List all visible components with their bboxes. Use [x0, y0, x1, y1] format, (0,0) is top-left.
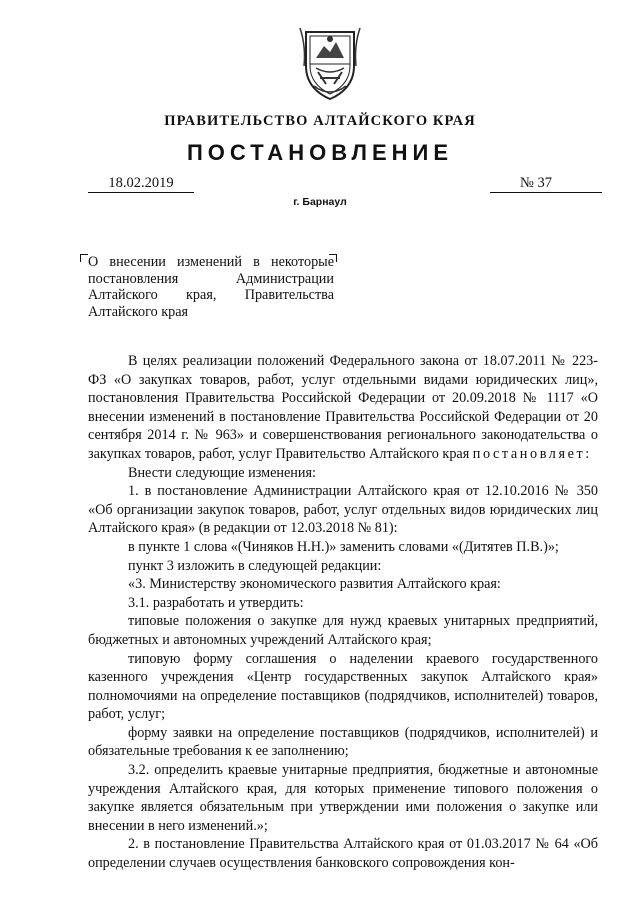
body-intro-resolves: постановляет: [472, 445, 592, 462]
document-subject: О внесении изменений в некоторые постановления Администрации Алтайского края, Правительства Алтайского края [88, 254, 334, 320]
body-paragraph: «3. Министерству экономического развития Алтайского края: [128, 576, 501, 593]
body-intro-text: В целях реализации положений Федерального закона от 18.07.2011 № 223-ФЗ «О закупках товаров, работ, услуг отдельными видами юридических лиц», постановления Правительства Российской Федерации от 20.09.2018 № 1117 «О внесении изменений в постановление Правительства Российской Федерации от 20 сентября 2014 г. № 963» и совершенствования регионального законодательства о закупках товаров, работ, услуг Правительство Алтайского края [88, 353, 598, 462]
coat-of-arms-icon [298, 26, 362, 102]
subject-bracket-left [80, 254, 88, 262]
body-paragraph: типовую форму соглашения о наделении краевого государственного казенного учреждения «Центр государственных закупок Алтайского края» полномочиями на определение поставщиков (подрядчиков, исполнителей) товаров, работ, услуг; [88, 650, 598, 723]
document-type-title: ПОСТАНОВЛЕНИЕ [186, 140, 454, 165]
document-body [88, 352, 598, 873]
document-city: г. Барнаул [293, 196, 347, 208]
document-number: № 37 [490, 174, 602, 193]
body-intro-paragraph [88, 352, 598, 464]
body-paragraph: в пункте 1 слова «(Чиняков Н.Н.)» заменить словами «(Дитятев П.В.)»; [128, 538, 559, 555]
body-paragraph: типовые положения о закупке для нужд краевых унитарных предприятий, бюджетных и автономных учреждений Алтайского края; [88, 613, 598, 648]
body-paragraph: 3.2. определить краевые унитарные предприятия, бюджетные и автономные учреждения Алтайского края, для которых применение типового положения о закупке является обязательным при утверждении ими положения о закупке или внесении в него изменений.»; [88, 762, 598, 834]
body-paragraph: 1. в постановление Администрации Алтайского края от 12.10.2016 № 350 «Об организации закупок товаров, работ, услуг отдельных видов юридических лиц Алтайского края» (в редакции от 12.03.2018 № 81): [88, 483, 598, 537]
body-paragraph: пункт 3 изложить в следующей редакции: [128, 557, 382, 574]
document-date: 18.02.2019 [88, 174, 194, 193]
body-paragraph: 3.1. разработать и утвердить: [128, 594, 304, 611]
government-name: ПРАВИТЕЛЬСТВО АЛТАЙСКОГО КРАЯ [164, 113, 476, 129]
body-paragraph: Внести следующие изменения: [128, 464, 316, 481]
body-paragraph: 2. в постановление Правительства Алтайского края от 01.03.2017 № 64 «Об определении случаев осуществления банковского сопровождения кон- [88, 836, 598, 872]
body-paragraph: форму заявки на определение поставщиков (подрядчиков, исполнителей) и обязательные требования к ее заполнению; [88, 724, 598, 760]
